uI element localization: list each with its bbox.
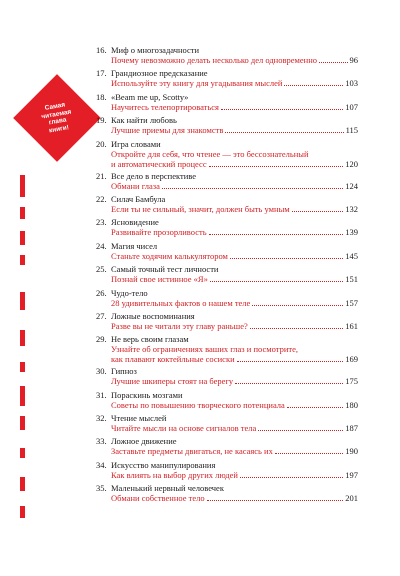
chapter-title: Как найти любовь: [111, 115, 177, 126]
chapter-subtitle: Читайте мысли на основе сигналов тела: [111, 423, 257, 434]
toc-entry-heading: [96, 264, 358, 274]
toc-entry-heading: [96, 288, 358, 298]
toc-entry[interactable]: [96, 264, 358, 287]
chapter-subtitle: Заставьте предметы двигаться, не касаясь их: [111, 446, 273, 457]
edge-mark: [20, 416, 25, 430]
edge-mark: [20, 386, 25, 406]
toc-entry-heading: [96, 139, 358, 149]
chapter-number: 31.: [96, 389, 107, 400]
toc-entry-heading: [96, 413, 358, 423]
toc-entry[interactable]: [96, 390, 358, 413]
chapter-number: 25.: [96, 264, 107, 275]
chapter-number: 16.: [96, 45, 107, 55]
toc-entry[interactable]: [96, 45, 358, 68]
chapter-title: Все дело в перспективе: [111, 170, 196, 181]
chapter-subtitle: и автоматический процесс: [111, 158, 207, 169]
chapter-number: 26.: [96, 287, 107, 298]
edge-mark: [20, 231, 25, 245]
page-number: 175: [345, 376, 358, 387]
edge-mark: [20, 255, 25, 265]
chapter-subtitle: Обмани глаза: [111, 180, 160, 191]
toc-entry-heading: [96, 45, 358, 55]
chapter-number: 20.: [96, 138, 107, 149]
toc-entry[interactable]: [96, 366, 358, 389]
chapter-title: Чудо-тело: [111, 287, 148, 298]
toc-entry-heading: [96, 460, 358, 470]
chapter-title: Ясновидение: [111, 217, 159, 228]
edge-mark: [20, 477, 25, 491]
toc-entry-heading: [96, 334, 358, 344]
chapter-number: 17.: [96, 68, 107, 79]
edge-mark: [20, 292, 25, 310]
toc-entry[interactable]: [96, 194, 358, 217]
chapter-number: 34.: [96, 459, 107, 470]
chapter-number: 32.: [96, 413, 107, 424]
chapter-title: Игра словами: [111, 138, 161, 149]
chapter-title: Пораскинь мозгами: [111, 389, 183, 400]
toc-entry[interactable]: [96, 171, 358, 194]
chapter-title: Силач Бамбула: [111, 193, 166, 204]
toc-entry-heading: [96, 92, 358, 102]
chapter-subtitle: Если ты не сильный, значит, должен быть умным: [111, 203, 290, 214]
toc-entry-heading: [96, 115, 358, 125]
dot-leader: [237, 361, 344, 362]
page-number: 103: [345, 78, 358, 89]
chapter-subtitle: Советы по повышению творческого потенциала: [111, 399, 285, 410]
page-number: 169: [345, 354, 358, 365]
chapter-subtitle: Откройте для себя, что чтенее — это бессознательный: [111, 148, 309, 159]
toc-entry-subtitle-row: [111, 149, 358, 169]
page-number: 132: [345, 203, 358, 214]
dot-leader: [162, 188, 343, 189]
toc-entry-subtitle-row: [111, 376, 358, 386]
page-number: 201: [345, 493, 358, 504]
chapter-number: 35.: [96, 483, 107, 494]
page-number: 180: [345, 399, 358, 410]
chapter-subtitle: Узнайте об ограничениях ваших глаз и посмотрите,: [111, 344, 298, 355]
chapter-number: 24.: [96, 240, 107, 251]
page-edge-marks: [0, 0, 30, 576]
toc-entry-subtitle-row: [111, 251, 358, 261]
edge-mark: [20, 175, 25, 197]
chapter-number: 29.: [96, 334, 107, 345]
dot-leader: [209, 166, 344, 167]
chapter-subtitle: Научитесь телепортироваться: [111, 101, 219, 112]
page-number: 197: [345, 469, 358, 480]
toc-entry[interactable]: [96, 68, 358, 91]
chapter-title: Ложное движение: [111, 436, 177, 447]
dot-leader: [230, 258, 343, 259]
badge-label: Самая читаемая глава книги!: [40, 101, 72, 135]
chapter-subtitle: Почему невозможно делать несколько дел одновременно: [111, 55, 318, 65]
chapter-title: Ложные воспоминания: [111, 310, 195, 321]
toc-entry-heading: [96, 311, 358, 321]
edge-mark: [20, 448, 25, 458]
table-of-contents: [96, 45, 358, 507]
chapter-subtitle: Лучшие приемы для знакомств: [111, 125, 224, 136]
toc-entry-subtitle-row: [111, 400, 358, 410]
chapter-title: Грандиозное предсказание: [111, 68, 208, 79]
chapter-title: Чтение мыслей: [111, 413, 167, 424]
toc-entry-subtitle-row: [111, 55, 358, 65]
dot-leader: [252, 305, 343, 306]
chapter-number: 22.: [96, 193, 107, 204]
edge-mark: [20, 330, 25, 346]
toc-entry-heading: [96, 217, 358, 227]
page-number: 151: [345, 274, 358, 285]
toc-entry-subtitle-row: [111, 274, 358, 284]
toc-entry-subtitle-row: [111, 344, 358, 364]
chapter-subtitle: Разве вы не читали эту главу раньше?: [111, 320, 248, 331]
toc-entry-subtitle-row: [111, 227, 358, 237]
toc-entry-subtitle-row: [111, 321, 358, 331]
toc-entry-subtitle-row: [111, 423, 358, 433]
toc-entry[interactable]: [96, 483, 358, 506]
toc-entry-subtitle-row: [111, 298, 358, 308]
toc-entry-heading: [96, 366, 358, 376]
page-number: 145: [345, 250, 358, 261]
page-number: 107: [345, 101, 358, 112]
dot-leader: [250, 328, 343, 329]
page-number: 120: [345, 158, 358, 169]
toc-entry[interactable]: [96, 217, 358, 240]
toc-entry[interactable]: [96, 288, 358, 311]
toc-entry[interactable]: [96, 334, 358, 366]
chapter-title: Искусство манипулирования: [111, 459, 216, 470]
toc-entry-heading: [96, 68, 358, 78]
toc-entry[interactable]: [96, 115, 358, 138]
chapter-number: 18.: [96, 91, 107, 102]
chapter-title: «Beam me up, Scotty»: [111, 91, 189, 102]
chapter-title: Гипноз: [111, 366, 137, 377]
toc-entry-subtitle-row: [111, 181, 358, 191]
chapter-number: 33.: [96, 436, 107, 447]
dot-leader: [225, 132, 343, 133]
toc-entry-heading: [96, 241, 358, 251]
toc-entry-subtitle-row: [111, 446, 358, 456]
toc-entry[interactable]: [96, 413, 358, 436]
chapter-title: Миф о многозадачности: [111, 45, 200, 55]
toc-entry-heading: [96, 171, 358, 181]
toc-entry-subtitle-row: [111, 102, 358, 112]
dot-leader: [319, 62, 347, 63]
toc-entry-heading: [96, 194, 358, 204]
toc-entry-heading: [96, 436, 358, 446]
chapter-title: Не верь своим глазам: [111, 334, 189, 345]
dot-leader: [275, 453, 343, 454]
chapter-subtitle: Используйте эту книгу для угадывания мыслей: [111, 78, 283, 89]
page-number: 115: [345, 125, 358, 136]
chapter-subtitle: Лучшие шкиперы стоят на берегу: [111, 376, 234, 387]
dot-leader: [284, 85, 343, 86]
chapter-subtitle: как плавают коктейльные сосиски: [111, 354, 235, 365]
dot-leader: [287, 407, 343, 408]
page-number: 187: [345, 423, 358, 434]
chapter-number: 23.: [96, 217, 107, 228]
dot-leader: [235, 383, 343, 384]
toc-entry-heading: [96, 483, 358, 493]
page-number: 161: [345, 320, 358, 331]
chapter-subtitle: Познай свое истинное «Я»: [111, 274, 208, 285]
chapter-title: Самый точный тест личности: [111, 264, 219, 275]
toc-entry[interactable]: [96, 460, 358, 483]
edge-mark: [20, 207, 25, 219]
chapter-number: 19.: [96, 115, 107, 126]
dot-leader: [210, 281, 343, 282]
chapter-subtitle: 28 удивительных фактов о нашем теле: [111, 297, 251, 308]
dot-leader: [207, 500, 344, 501]
chapter-number: 30.: [96, 366, 107, 377]
toc-entry[interactable]: [96, 241, 358, 264]
dot-leader: [258, 430, 343, 431]
chapter-number: 27.: [96, 310, 107, 321]
dot-leader: [240, 477, 343, 478]
edge-mark: [20, 506, 25, 518]
toc-entry-heading: [96, 390, 358, 400]
dot-leader: [209, 234, 344, 235]
chapter-number: 21.: [96, 170, 107, 181]
chapter-subtitle: Станьте ходячим калькулятором: [111, 250, 228, 261]
page-number: 96: [349, 55, 358, 65]
dot-leader: [221, 109, 343, 110]
chapter-subtitle: Развивайте прозорливость: [111, 227, 207, 238]
toc-entry-subtitle-row: [111, 125, 358, 135]
page-number: 190: [345, 446, 358, 457]
page-number: 124: [345, 180, 358, 191]
toc-entry[interactable]: [96, 139, 358, 171]
toc-entry[interactable]: [96, 311, 358, 334]
toc-entry-subtitle-row: [111, 470, 358, 480]
edge-mark: [20, 362, 25, 372]
chapter-title: Магия чисел: [111, 240, 158, 251]
toc-entry[interactable]: [96, 92, 358, 115]
toc-entry-subtitle-row: [111, 78, 358, 88]
chapter-title: Маленький нервный человечек: [111, 483, 224, 494]
page-number: 157: [345, 297, 358, 308]
toc-entry-subtitle-row: [111, 204, 358, 214]
page-number: 139: [345, 227, 358, 238]
chapter-subtitle: Обмани собственное тело: [111, 493, 205, 504]
chapter-subtitle: Как влиять на выбор других людей: [111, 469, 238, 480]
dot-leader: [292, 211, 344, 212]
toc-entry-subtitle-row: [111, 493, 358, 503]
toc-entry[interactable]: [96, 436, 358, 459]
